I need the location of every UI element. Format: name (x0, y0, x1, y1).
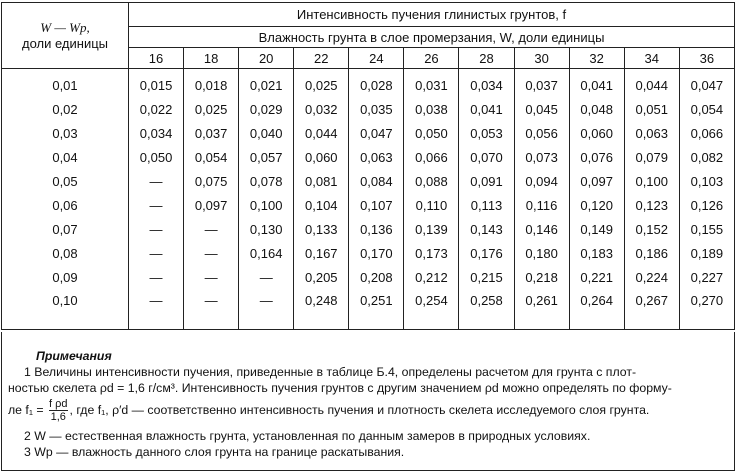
table-cell: 0,143 (459, 217, 514, 241)
table-cell: 0,152 (624, 217, 679, 241)
table-cell: — (184, 241, 239, 265)
note-1-line-2: ностью скелета ρd = 1,6 г/см³. Интенсивность пучения грунтов с другим значением ρd можно определять по форму- (8, 381, 672, 395)
table-cell: 0,060 (569, 121, 624, 145)
table-cell: 0,048 (569, 97, 624, 121)
table-cell: — (239, 289, 294, 330)
table-row (2, 289, 735, 330)
formula-suffix: , где f₁, ρ′d — соответственно интенсивность пучения и плотность скелета исследуемого слоя грунта. (69, 402, 650, 417)
table-title: Интенсивность пучения глинистых грунтов, f (129, 3, 735, 27)
table-cell: 0,126 (679, 193, 734, 217)
table-cell: 0,094 (514, 169, 569, 193)
table-cell: 0,173 (404, 241, 459, 265)
notes-section (1, 332, 735, 471)
table-cell: 0,270 (679, 289, 734, 330)
table-cell: 0,088 (404, 169, 459, 193)
table-cell: 0,076 (569, 145, 624, 169)
table-cell: 0,070 (459, 145, 514, 169)
table-cell: — (129, 265, 184, 289)
table-cell: 0,139 (404, 217, 459, 241)
table-cell: 0,264 (569, 289, 624, 330)
table-cell: 0,028 (349, 69, 404, 98)
table-cell: 0,261 (514, 289, 569, 330)
table-cell: 0,066 (404, 145, 459, 169)
table-row (2, 193, 735, 217)
table-cell: 0,208 (349, 265, 404, 289)
table-cell: 0,136 (349, 217, 404, 241)
table-cell: 0,097 (569, 169, 624, 193)
column-header: 30 (514, 48, 569, 69)
row-label: 0,09 (2, 265, 129, 289)
table-cell: 0,082 (679, 145, 734, 169)
formula-fraction (49, 398, 68, 423)
row-label: 0,10 (2, 289, 129, 330)
table-cell: 0,189 (679, 241, 734, 265)
table-cell: 0,097 (184, 193, 239, 217)
row-header-symbol: W — Wp, (40, 20, 90, 35)
table-cell: 0,254 (404, 289, 459, 330)
table-cell: — (129, 289, 184, 330)
table-cell: 0,050 (129, 145, 184, 169)
table-cell: 0,146 (514, 217, 569, 241)
table-cell: 0,258 (459, 289, 514, 330)
table-cell: 0,251 (349, 289, 404, 330)
table-cell: 0,045 (514, 97, 569, 121)
table-cell: 0,066 (679, 121, 734, 145)
table-cell: 0,183 (569, 241, 624, 265)
row-label: 0,06 (2, 193, 129, 217)
row-label: 0,04 (2, 145, 129, 169)
table-cell: 0,215 (459, 265, 514, 289)
column-header: 34 (624, 48, 679, 69)
column-header: 36 (679, 48, 734, 69)
table-cell: 0,057 (239, 145, 294, 169)
table-cell: 0,047 (349, 121, 404, 145)
table-cell: 0,164 (239, 241, 294, 265)
column-header: 18 (184, 48, 239, 69)
table-cell: 0,104 (294, 193, 349, 217)
table-cell: 0,015 (129, 69, 184, 98)
formula-prefix: ле f₁ = (8, 402, 44, 417)
table-cell: 0,091 (459, 169, 514, 193)
table-cell: — (129, 169, 184, 193)
table-cell: 0,050 (404, 121, 459, 145)
table-subtitle: Влажность грунта в слое промерзания, W, доли единицы (129, 27, 735, 48)
column-header: 22 (294, 48, 349, 69)
table-cell: 0,025 (184, 97, 239, 121)
table-cell: 0,063 (349, 145, 404, 169)
table-cell: 0,120 (569, 193, 624, 217)
table-cell: 0,037 (184, 121, 239, 145)
table-cell: 0,224 (624, 265, 679, 289)
row-label: 0,07 (2, 217, 129, 241)
table-cell: 0,084 (349, 169, 404, 193)
table-cell: 0,044 (294, 121, 349, 145)
table-cell: 0,044 (624, 69, 679, 98)
column-header: 26 (404, 48, 459, 69)
note-1-line-3 (8, 398, 649, 423)
column-header: 16 (129, 48, 184, 69)
table-cell: — (129, 217, 184, 241)
table-cell: 0,155 (679, 217, 734, 241)
table-cell: 0,038 (404, 97, 459, 121)
table-cell: 0,123 (624, 193, 679, 217)
note-1-line-1: 1 Величины интенсивности пучения, приведенные в таблице Б.4, определены расчетом для грунта с плот- (24, 365, 637, 379)
table-cell: 0,218 (514, 265, 569, 289)
table-cell: 0,051 (624, 97, 679, 121)
table-row (2, 97, 735, 121)
table-cell: — (184, 217, 239, 241)
table-row (2, 265, 735, 289)
row-header-unit: доли единицы (21, 36, 108, 51)
table-cell: 0,116 (514, 193, 569, 217)
table-cell: 0,031 (404, 69, 459, 98)
table-cell: 0,267 (624, 289, 679, 330)
table-cell: — (184, 289, 239, 330)
notes-heading: Примечания (36, 349, 112, 363)
table-cell: — (239, 265, 294, 289)
table-cell: 0,079 (624, 145, 679, 169)
table-cell: 0,073 (514, 145, 569, 169)
table-cell: 0,133 (294, 217, 349, 241)
table-cell: 0,248 (294, 289, 349, 330)
note-2: 2 W — естественная влажность грунта, установленная по данным замеров в природных условиях. (24, 429, 591, 443)
table-cell: 0,176 (459, 241, 514, 265)
table-cell: 0,227 (679, 265, 734, 289)
table-cell: 0,056 (514, 121, 569, 145)
table-cell: 0,047 (679, 69, 734, 98)
column-header: 20 (239, 48, 294, 69)
table-row (2, 121, 735, 145)
table-cell: 0,212 (404, 265, 459, 289)
table-cell: 0,025 (294, 69, 349, 98)
table-cell: 0,149 (569, 217, 624, 241)
table-cell: 0,041 (459, 97, 514, 121)
column-header: 32 (569, 48, 624, 69)
table-cell: — (129, 241, 184, 265)
frost-heave-table (1, 2, 735, 330)
table-cell: 0,034 (459, 69, 514, 98)
table-cell: 0,032 (294, 97, 349, 121)
table-cell: 0,078 (239, 169, 294, 193)
table-row (2, 169, 735, 193)
table-row (2, 217, 735, 241)
table-cell: 0,021 (239, 69, 294, 98)
row-label: 0,02 (2, 97, 129, 121)
table-row (2, 241, 735, 265)
table-cell: 0,110 (404, 193, 459, 217)
row-label: 0,01 (2, 69, 129, 98)
table-cell: 0,054 (184, 145, 239, 169)
row-header (2, 3, 129, 69)
table-cell: 0,167 (294, 241, 349, 265)
table-cell: 0,054 (679, 97, 734, 121)
table-row (2, 69, 735, 98)
table-row (2, 145, 735, 169)
table-cell: 0,022 (129, 97, 184, 121)
table-cell: 0,075 (184, 169, 239, 193)
column-header: 28 (459, 48, 514, 69)
row-label: 0,08 (2, 241, 129, 265)
note-3: 3 Wp — влажность данного слоя грунта на границе раскатывания. (24, 445, 405, 459)
table-cell: 0,100 (239, 193, 294, 217)
table-cell: — (184, 265, 239, 289)
table-cell: 0,029 (239, 97, 294, 121)
table-cell: 0,053 (459, 121, 514, 145)
table-cell: 0,100 (624, 169, 679, 193)
table-cell: 0,018 (184, 69, 239, 98)
formula-denominator: 1,6 (50, 411, 66, 423)
row-label: 0,05 (2, 169, 129, 193)
table-cell: 0,113 (459, 193, 514, 217)
column-header: 24 (349, 48, 404, 69)
table-cell: 0,107 (349, 193, 404, 217)
table-cell: — (129, 193, 184, 217)
table-cell: 0,081 (294, 169, 349, 193)
table-cell: 0,170 (349, 241, 404, 265)
table-cell: 0,041 (569, 69, 624, 98)
table-cell: 0,180 (514, 241, 569, 265)
table-cell: 0,040 (239, 121, 294, 145)
table-body (2, 69, 735, 330)
table-cell: 0,034 (129, 121, 184, 145)
table-cell: 0,037 (514, 69, 569, 98)
table-cell: 0,060 (294, 145, 349, 169)
table-cell: 0,035 (349, 97, 404, 121)
table-cell: 0,205 (294, 265, 349, 289)
table-cell: 0,130 (239, 217, 294, 241)
table-cell: 0,221 (569, 265, 624, 289)
formula-numerator: f ρd (49, 398, 68, 410)
row-label: 0,03 (2, 121, 129, 145)
table-cell: 0,186 (624, 241, 679, 265)
table-cell: 0,103 (679, 169, 734, 193)
table-cell: 0,063 (624, 121, 679, 145)
